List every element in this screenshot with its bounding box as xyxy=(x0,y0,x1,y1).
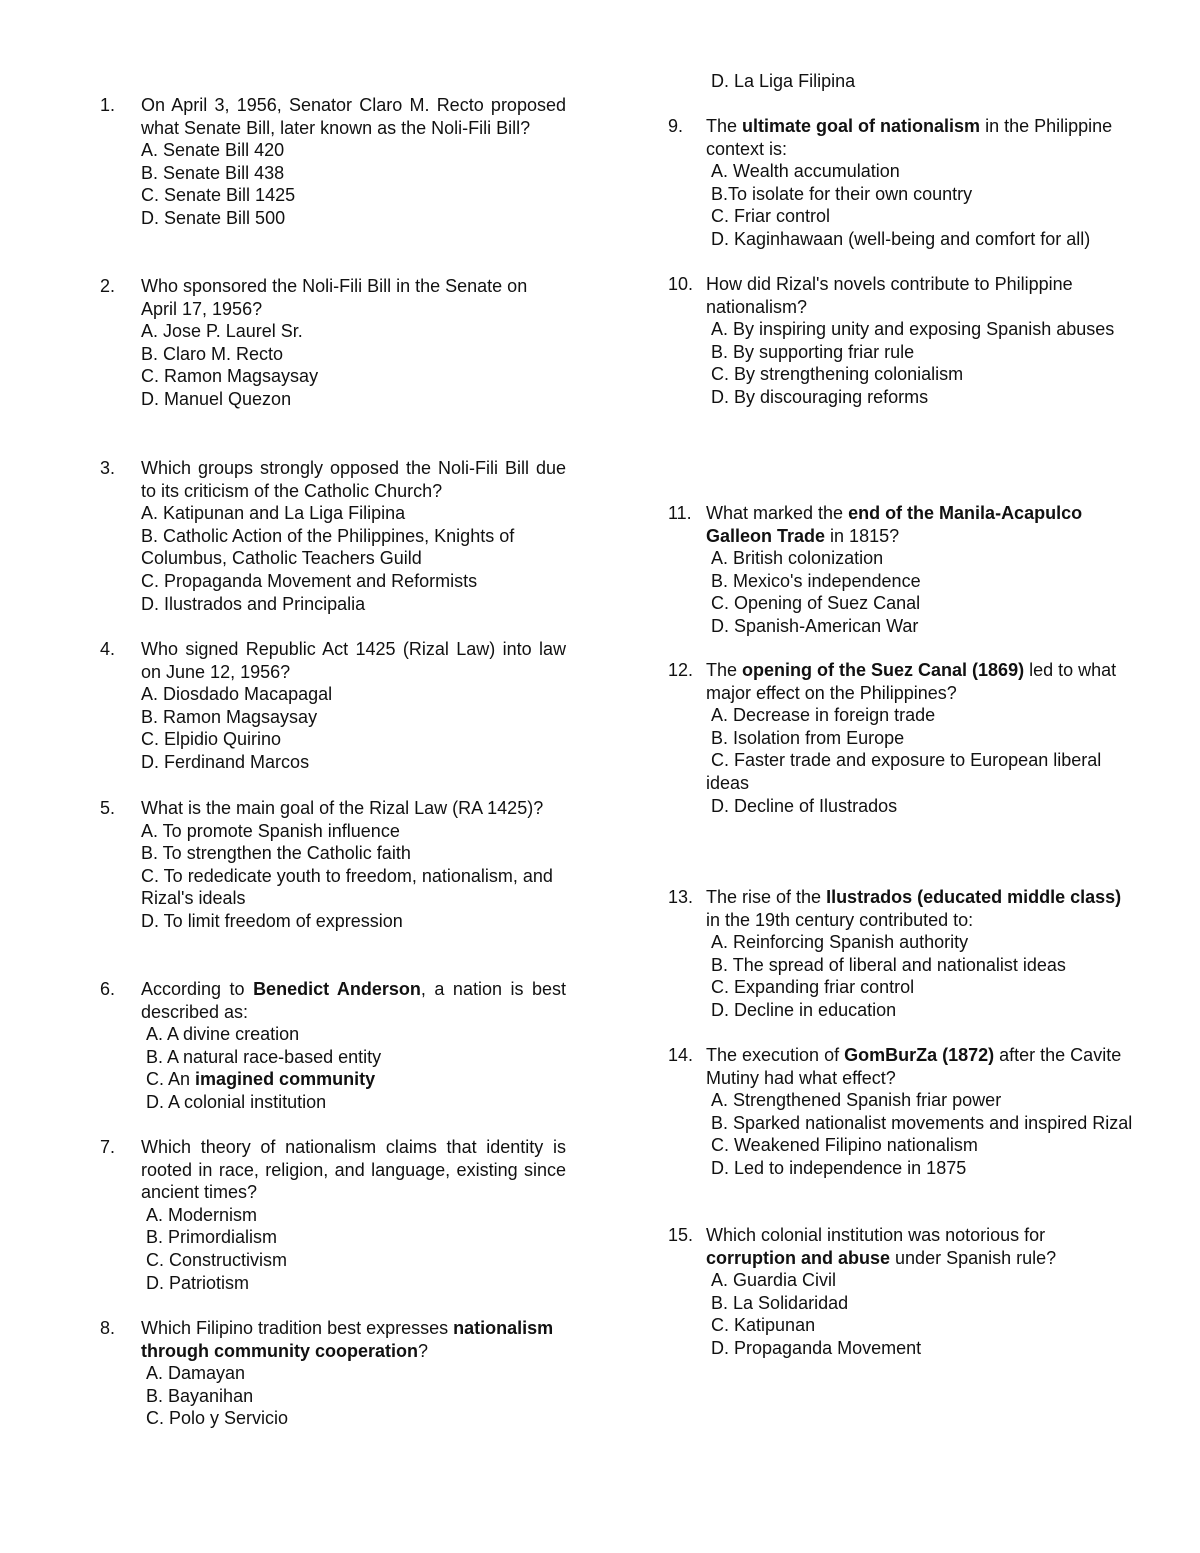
question-number: 11. xyxy=(668,503,692,523)
question-body xyxy=(706,1224,1138,1360)
question-5 xyxy=(100,797,566,933)
question-8 xyxy=(100,1317,566,1430)
answer-option: C. Propaganda Movement and Reformists xyxy=(141,570,478,591)
question-7 xyxy=(100,1136,566,1294)
text-run: Who signed Republic Act 1425 (Rizal Law) into law on June 12, 1956? xyxy=(141,639,566,682)
question-text xyxy=(706,273,1138,318)
question-number: 14. xyxy=(668,1045,694,1065)
answer-option: D. Spanish-American War xyxy=(706,615,919,636)
text-run: The xyxy=(706,116,743,136)
bold-text: Ilustrados (educated middle class) xyxy=(826,887,1122,907)
question-text xyxy=(141,978,566,1023)
text-run: after the Cavite Mutiny had what effect? xyxy=(706,1045,1122,1088)
text-run: What is the main goal of the Rizal Law (RA 1425)? xyxy=(141,798,544,818)
question-body xyxy=(141,638,566,774)
text-run: in 1815? xyxy=(825,525,900,546)
answer-option: D. By discouraging reforms xyxy=(706,386,929,407)
question-number: 1. xyxy=(100,95,116,115)
answer-option: C. Opening of Suez Canal xyxy=(706,593,921,614)
question-body xyxy=(141,457,566,615)
bold-text: corruption and abuse xyxy=(706,1247,891,1268)
text-run: The xyxy=(706,660,743,680)
answer-option: D. Manuel Quezon xyxy=(141,388,292,409)
answer-option: B. A natural race-based entity xyxy=(141,1046,382,1067)
answer-option: D. Patriotism xyxy=(141,1272,250,1293)
answer-option: A. Modernism xyxy=(141,1204,258,1225)
text-run: The rise of the xyxy=(706,887,827,907)
question-text xyxy=(706,115,1138,160)
question-text xyxy=(141,797,566,820)
question-2 xyxy=(100,275,566,411)
answer-option: A. Damayan xyxy=(141,1363,246,1384)
question-text xyxy=(706,1044,1138,1089)
question-number: 12. xyxy=(668,660,694,680)
answer-option: C. Senate Bill 1425 xyxy=(141,185,296,206)
question-body xyxy=(706,273,1138,409)
question-text xyxy=(706,886,1138,931)
answer-option: B. Mexico's independence xyxy=(706,570,921,591)
question-continued xyxy=(668,70,1138,93)
answer-option: A. Reinforcing Spanish authority xyxy=(706,932,969,953)
question-text xyxy=(141,457,566,502)
question-number: 5. xyxy=(100,798,116,818)
answer-option: A. Guardia Civil xyxy=(706,1270,837,1291)
text-run: Which colonial institution was notorious for xyxy=(706,1225,1046,1245)
bold-text: GomBurZa (1872) xyxy=(844,1045,995,1065)
answer-option: A. Decrease in foreign trade xyxy=(706,705,936,726)
text-run: led to what major effect on the Philippines? xyxy=(706,660,1117,703)
question-text xyxy=(141,1136,566,1204)
text-run: , a nation is best described as: xyxy=(141,979,566,1022)
answer-option: D. Senate Bill 500 xyxy=(141,207,286,228)
answer-option: B. Senate Bill 438 xyxy=(141,162,285,183)
question-3 xyxy=(100,457,566,615)
answer-option: D. La Liga Filipina xyxy=(706,71,856,91)
answer-option: A. Jose P. Laurel Sr. xyxy=(141,321,303,342)
answer-option: A. To promote Spanish influence xyxy=(141,820,400,841)
answer-option: C. Elpidio Quirino xyxy=(141,729,282,750)
answer-option: B.To isolate for their own country xyxy=(706,183,973,204)
question-number: 4. xyxy=(100,639,116,659)
answer-option: D. Decline of Ilustrados xyxy=(706,795,898,816)
question-text xyxy=(141,1317,566,1362)
text-run: What marked the xyxy=(706,503,849,523)
text-run: under Spanish rule? xyxy=(890,1247,1057,1268)
bold-text: opening of the Suez Canal (1869) xyxy=(742,660,1025,680)
text-run: Which Filipino tradition best expresses xyxy=(141,1318,454,1338)
answer-option: D. Ferdinand Marcos xyxy=(141,751,310,772)
answer-option: D. Decline in education xyxy=(706,999,897,1020)
question-body xyxy=(141,797,566,933)
answer-option: A. Wealth accumulation xyxy=(706,161,900,182)
question-body xyxy=(706,70,1138,93)
question-body xyxy=(141,1317,566,1430)
question-body xyxy=(706,1044,1138,1180)
question-number: 9. xyxy=(668,116,684,136)
question-text xyxy=(141,94,566,139)
question-4 xyxy=(100,638,566,774)
text-run: Who sponsored the Noli-Fili Bill in the Senate on April 17, 1956? xyxy=(141,276,528,319)
answer-option: A. By inspiring unity and exposing Spanish abuses xyxy=(706,319,1115,340)
question-body xyxy=(706,886,1138,1022)
question-13 xyxy=(668,886,1138,1022)
question-12 xyxy=(668,659,1138,817)
answer-option: A. Senate Bill 420 xyxy=(141,140,285,161)
text-run: in the Philippine context is: xyxy=(706,116,1113,159)
text-run: On April 3, 1956, Senator Claro M. Recto proposed what Senate Bill, later known as the Noli-Fili Bill? xyxy=(141,95,566,138)
answer-option: B. The spread of liberal and nationalist ideas xyxy=(706,954,1066,975)
question-number: 7. xyxy=(100,1137,116,1157)
text-run: The execution of xyxy=(706,1045,845,1065)
question-number: 15. xyxy=(668,1225,694,1245)
answer-option: D. To limit freedom of expression xyxy=(141,910,403,931)
answer-option: A. A divine creation xyxy=(141,1024,300,1045)
answer-option: D. Propaganda Movement xyxy=(706,1337,922,1358)
bold-text: Benedict Anderson xyxy=(253,979,421,999)
question-14 xyxy=(668,1044,1138,1180)
answer-option: B. Sparked nationalist movements and inspired Rizal xyxy=(706,1112,1133,1133)
question-number: 13. xyxy=(668,887,694,907)
question-text xyxy=(141,275,566,320)
bold-text: imagined community xyxy=(195,1069,376,1090)
answer-option: C. By strengthening colonialism xyxy=(706,364,964,385)
answer-option: D. A colonial institution xyxy=(141,1091,327,1112)
text-run: Which groups strongly opposed the Noli-Fili Bill due to its criticism of the Catholic Church? xyxy=(141,458,566,501)
text-run: ? xyxy=(418,1340,429,1361)
question-body xyxy=(706,659,1138,817)
answer-option: B. Ramon Magsaysay xyxy=(141,706,318,727)
question-number: 10. xyxy=(668,274,694,294)
answer-option: C. Constructivism xyxy=(141,1249,288,1270)
answer-option: B. Isolation from Europe xyxy=(706,727,905,748)
question-15 xyxy=(668,1224,1138,1360)
answer-option: D. Kaginhawaan (well-being and comfort for all) xyxy=(706,228,1091,249)
answer-option: A. Strengthened Spanish friar power xyxy=(706,1090,1002,1111)
bold-text: end of the Manila-Acapulco Galleon Trade xyxy=(706,503,1083,546)
question-1 xyxy=(100,94,566,230)
answer-option: B. Primordialism xyxy=(141,1227,278,1248)
question-body xyxy=(706,115,1138,251)
answer-option: B. By supporting friar rule xyxy=(706,341,915,362)
text-run: C. An xyxy=(141,1069,196,1090)
question-10 xyxy=(668,273,1138,409)
text-run: Which theory of nationalism claims that identity is rooted in race, religion, and language, existing since ancient times? xyxy=(141,1137,566,1203)
question-text xyxy=(706,502,1138,547)
answer-option: D. Led to independence in 1875 xyxy=(706,1157,967,1178)
question-body xyxy=(141,1136,566,1294)
question-9 xyxy=(668,115,1138,251)
text-run: According to xyxy=(141,979,254,999)
answer-option: A. Katipunan and La Liga Filipina xyxy=(141,503,406,524)
question-number: 6. xyxy=(100,979,116,999)
question-body xyxy=(706,502,1138,638)
question-text xyxy=(141,638,566,683)
bold-text: ultimate goal of nationalism xyxy=(742,116,981,136)
answer-option: B. To strengthen the Catholic faith xyxy=(141,843,411,864)
answer-option: B. Catholic Action of the Philippines, Knights of Columbus, Catholic Teachers Guild xyxy=(141,525,520,569)
text-run: in the 19th century contributed to: xyxy=(706,909,974,930)
answer-option: C. Faster trade and exposure to European liberal ideas xyxy=(706,750,1107,793)
answer-option: A. British colonization xyxy=(706,548,884,569)
question-body xyxy=(141,978,566,1114)
answer-option xyxy=(141,1068,566,1091)
answer-option: D. Ilustrados and Principalia xyxy=(141,593,366,614)
answer-option: C. Friar control xyxy=(706,206,831,227)
question-text xyxy=(706,1224,1138,1269)
question-6 xyxy=(100,978,566,1114)
answer-option: C. Expanding friar control xyxy=(706,977,915,998)
answer-option: C. Katipunan xyxy=(706,1315,816,1336)
text-run: How did Rizal's novels contribute to Philippine nationalism? xyxy=(706,274,1073,317)
answer-option: C. To rededicate youth to freedom, nationalism, and Rizal's ideals xyxy=(141,865,558,909)
answer-option: B. Claro M. Recto xyxy=(141,343,284,364)
question-text xyxy=(706,659,1138,704)
question-body xyxy=(141,94,566,230)
answer-option: A. Diosdado Macapagal xyxy=(141,684,333,705)
question-number: 8. xyxy=(100,1318,116,1338)
answer-option: C. Ramon Magsaysay xyxy=(141,366,319,387)
answer-option: B. Bayanihan xyxy=(141,1385,254,1406)
answer-option: C. Weakened Filipino nationalism xyxy=(706,1135,978,1156)
bold-text: nationalism through community cooperation xyxy=(141,1318,554,1361)
question-number: 2. xyxy=(100,276,116,296)
answer-option: C. Polo y Servicio xyxy=(141,1408,289,1429)
question-body xyxy=(141,275,566,411)
answer-option: B. La Solidaridad xyxy=(706,1292,849,1313)
question-11 xyxy=(668,502,1138,638)
question-number: 3. xyxy=(100,458,116,478)
